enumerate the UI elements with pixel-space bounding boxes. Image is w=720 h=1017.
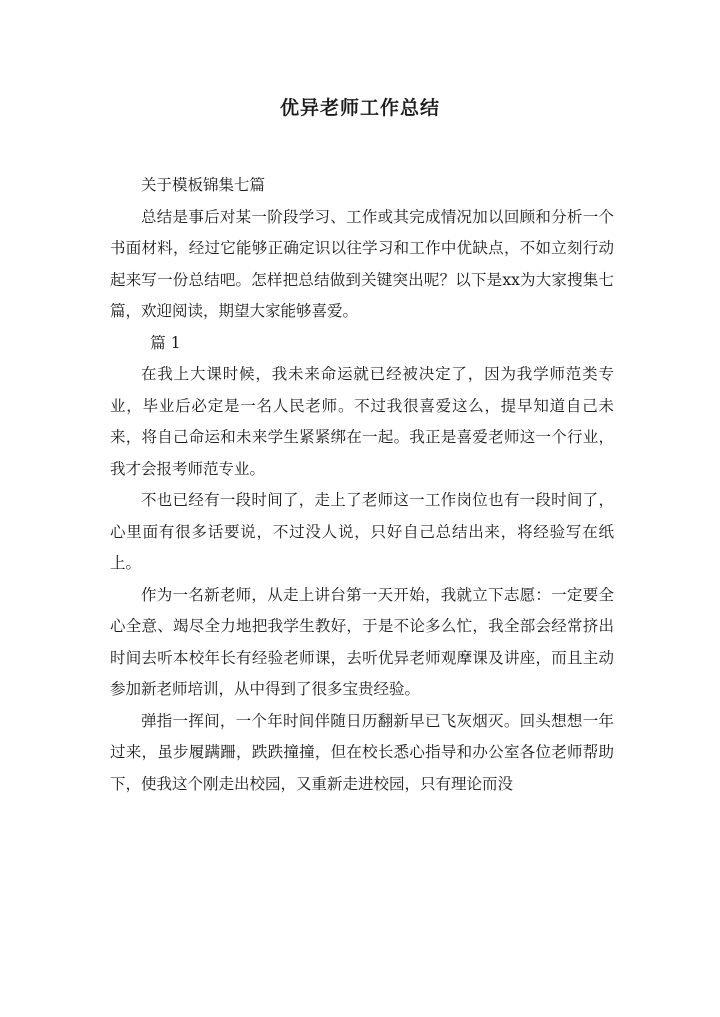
intro-line: 关于模板锦集七篇 <box>141 176 266 194</box>
body-paragraph: 作为一名新老师，从走上讲台第一天开始，我就立下志愿：一定要全心全意、竭尽全力地把我学生教好，于是不论多么忙，我全部会经常挤出时间去听本校年长有经验老师课，去听优异老师观摩课及讲座，而且主动参加新老师培训，从中得到了很多宝贵经验。 <box>110 585 614 698</box>
document-body <box>110 170 614 800</box>
document-title: 优异老师工作总结 <box>279 97 440 119</box>
body-paragraph: 弹指一挥间，一个年时间伴随日历翻新早已飞灰烟灭。回头想想一年过来，虽步履蹒跚，跌跌撞撞，但在校长悉心指导和办公室各位老师帮助下，使我这个刚走出校园，又重新走进校园，只有理论而没 <box>110 711 614 793</box>
body-paragraph: 不也已经有一段时间了，走上了老师这一工作岗位也有一段时间了，心里面有很多话要说，不过没人说，只好自己总结出来，将经验写在纸上。 <box>110 491 614 572</box>
body-paragraph: 在我上大课时候，我未来命运就已经被决定了，因为我学师范类专业，毕业后必定是一名人民老师。不过我很喜爱这么，提早知道自己未来，将自己命运和未来学生紧紧绑在一起。我正是喜爱老师这一个行业，我才会报考师范专业。 <box>110 365 614 478</box>
section-heading: 篇 1 <box>150 333 181 352</box>
summary-paragraph: 总结是事后对某一阶段学习、工作或其完成情况加以回顾和分析一个书面材料，经过它能够正确定识以往学习和工作中优缺点，不如立刻行动起来写一份总结吧。怎样把总结做到关键突出呢？以下是xx为大家搜集七篇，欢迎阅读，期望大家能够喜爱。 <box>110 207 614 320</box>
